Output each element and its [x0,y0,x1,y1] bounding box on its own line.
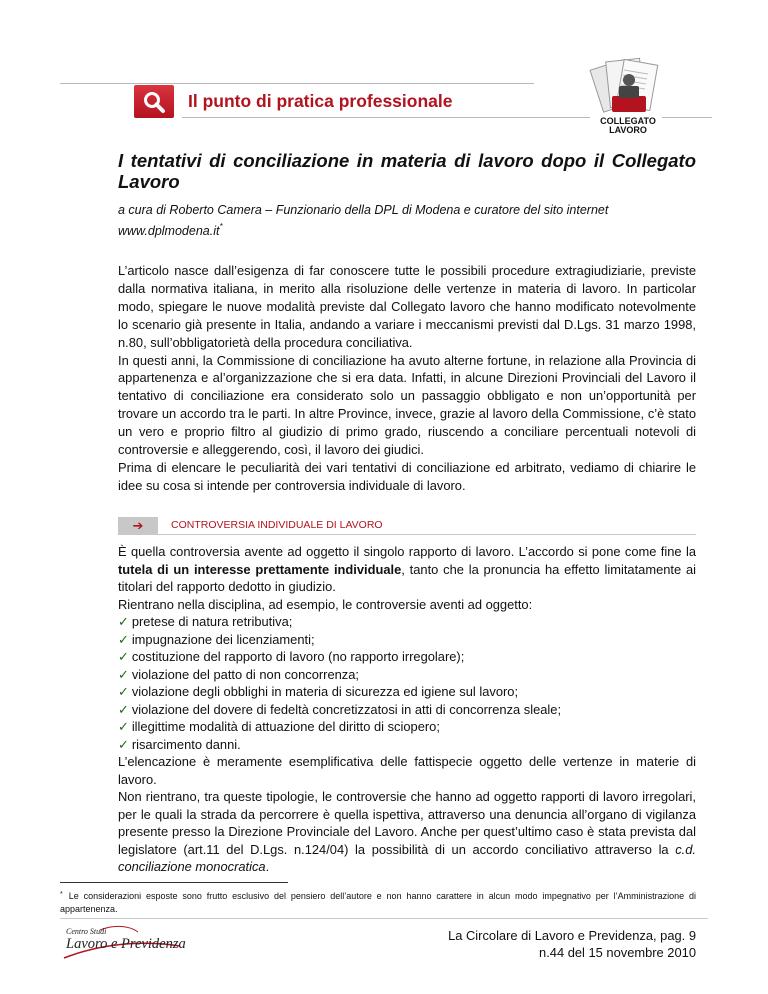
intro-post: , tanto che la pronuncia ha effetto limitatamente ai titolari del rapporto dedotto in giudizio. [118,561,696,594]
centro-studi-logo [60,922,185,962]
search-icon [134,85,174,118]
footnote [60,890,696,916]
section-heading: CONTROVERSIA INDIVIDUALE DI LAVORO [171,519,383,531]
intro-text [118,262,696,495]
footnote-text: Le considerazioni esposte sono frutto esclusivo del pensiero dell’autore e non hanno carattere in alcun modo impegnativo per l’Amministrazione di appartenenza. [60,891,696,914]
check-icon: ✓ [118,701,129,717]
last-pre: Non rientrano, tra queste tipologie, le controversie che hanno ad oggetto rapporti di lavoro irregolari, per le quali la strada da percorrere è quella ispettiva, attraverso una denuncia all’organo di vigilanza presente presso la Direzione Provinciale del Lavoro. Anche per quest’ultimo caso è stata prevista dal legislatore (art.11 del D.Lgs. n.124/04) la possibilità di un accordo conciliativo attraverso la [118,789,696,857]
controversy-list [118,613,696,753]
list-item-text: costituzione del rapporto di lavoro (no rapporto irregolare); [131,649,465,664]
logo-line2: LAVORO [609,125,647,135]
list-item [118,631,696,649]
logo-main-text: Lavoro e Previdenza [66,936,186,952]
list-item [118,666,696,684]
list-item-text: violazione degli obblighi in materia di sicurezza ed igiene sul lavoro; [131,684,519,699]
list-item [118,701,696,719]
header-rule-bottom [182,117,590,118]
paragraph: Prima di elencare le peculiarità dei vari tentativi di conciliazione ed arbitrato, vediamo di chiarire le idee su cosa si intende per controversia individuale di lavoro. [118,459,696,493]
logo-line1: COLLEGATO [600,116,656,126]
logo-small-text: Centro Studi [66,927,107,936]
collegato-lavoro-label [592,117,664,135]
intro-pre: È quella controversia avente ad oggetto il singolo rapporto di lavoro. L’accordo si pone come fine la [118,544,696,559]
arrow-icon: ➔ [118,517,158,534]
check-icon: ✓ [118,719,129,734]
section-body [118,543,696,876]
list-intro: Rientrano nella disciplina, ad esempio, le controversie aventi ad oggetto: [118,596,533,612]
footnote-ref: * [219,222,223,231]
list-item [118,718,696,736]
list-item-text: violazione del dovere di fedeltà concretizzatosi in atti di concorrenza sleale; [131,701,562,717]
header-rule-top [134,83,534,84]
list-item [118,613,696,631]
last-italic: c.d. conciliazione monocratica [118,841,696,874]
list-item [118,736,696,754]
header-rule-left [60,83,135,84]
list-item-text: pretese di natura retributiva; [131,614,293,629]
check-icon: ✓ [118,684,129,699]
check-icon: ✓ [118,614,129,629]
byline [118,200,696,242]
issue-line: n.44 del 15 novembre 2010 [539,945,696,960]
paragraph: In questi anni, la Commissione di conciliazione ha avuto alterne fortune, in relazione alla Provincia di appartenenza e al’organizzazione che si era data. Infatti, in alcune Direzioni Provinciali del Lavoro il tentativo di conciliazione era considerato solo un passaggio obbligato e non un’opportunità per trovare un accordo tra le parti. In altre Province, invece, grazie al lavoro della Commissione, c’è stato un vero e proprio filtro al giudizio di primo grado, riuscendo a conciliare percentuali notevoli di controversie e alleggerendo, così, il lavoro dei giudici. [118,352,696,458]
footnote-mark: * [60,891,63,898]
list-item-text: violazione del patto di non concorrenza; [131,666,359,682]
check-icon: ✓ [118,736,129,752]
check-icon: ✓ [118,649,129,664]
after-list-paragraph: L’elencazione è meramente esemplificativa delle fattispecie oggetto delle vertenze in materie di lavoro. [118,754,696,787]
header-rule-right [662,117,712,118]
last-post: . [265,859,270,874]
check-icon: ✓ [118,631,129,647]
paragraph: L’articolo nasce dall’esigenza di far conoscere tutte le possibili procedure extragiudiziarie, previste dalla normativa italiana, in merito alla risoluzione delle vertenze in materia di lavoro. In particolar modo, spiegare le nuove modalità previste dal Collegato lavoro che hanno modificato notevolmente lo scenario già presente in Italia, andando a variare i meccanismi previsti dal D.Lgs. 31 marzo 1998, n.80, sull’obbligatorietà della procedura conciliativa. [118,263,696,350]
byline-text: a cura di Roberto Camera – Funzionario della DPL di Modena e curatore del sito internet www.dplmodena.it [118,203,609,238]
page-info [430,927,696,961]
list-item-text: risarcimento danni. [131,736,241,752]
section-rule [118,534,696,535]
footnote-rule [60,882,288,883]
section-intro [118,543,696,596]
list-item [118,648,696,666]
check-icon: ✓ [118,666,129,682]
section-title: Il punto di pratica professionale [188,91,453,111]
list-item [118,683,696,701]
document-title: I tentativi di conciliazione in materia di lavoro dopo il Collegato Lavoro [118,150,696,192]
list-item-text: illegittime modalità di attuazione del diritto di sciopero; [131,719,440,734]
list-item-text: impugnazione dei licenziamenti; [131,631,315,647]
publication-line: La Circolare di Lavoro e Previdenza, pag. 9 [448,928,696,943]
footer-rule [60,918,708,919]
last-paragraph [118,788,696,876]
intro-bold: tutela di un interesse prettamente individuale [118,561,402,577]
